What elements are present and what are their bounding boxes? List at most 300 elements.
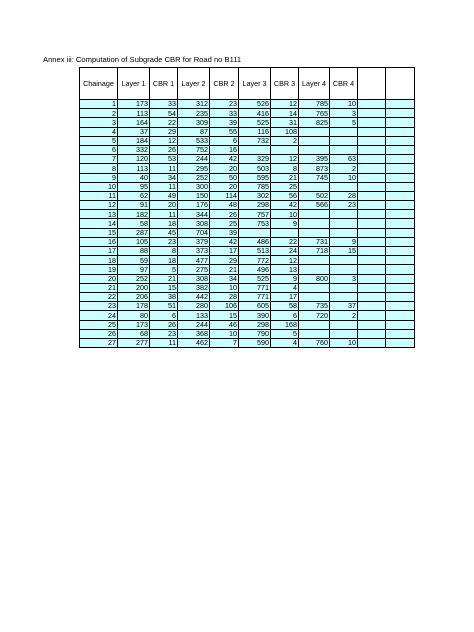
- table-cell: 760: [299, 338, 330, 347]
- table-cell: 10: [330, 338, 358, 347]
- table-cell: 18: [150, 219, 178, 228]
- table-cell: [386, 100, 415, 109]
- table-cell: [358, 210, 386, 219]
- table-row: [80, 145, 415, 154]
- table-cell: [358, 302, 386, 311]
- table-cell: 88: [118, 247, 150, 256]
- table-cell: [330, 283, 358, 292]
- table-cell: 54: [150, 109, 178, 118]
- table-cell: 33: [150, 100, 178, 109]
- table-cell: 379: [178, 237, 210, 246]
- table-cell: [330, 136, 358, 145]
- table-cell: [330, 228, 358, 237]
- table-row: [80, 265, 415, 274]
- table-cell: 51: [150, 302, 178, 311]
- table-row: [80, 302, 415, 311]
- table-cell: 10: [80, 182, 118, 191]
- table-cell: [271, 228, 299, 237]
- table-cell: [386, 338, 415, 347]
- table-cell: 7: [80, 155, 118, 164]
- table-cell: [386, 136, 415, 145]
- table-cell: [299, 292, 330, 301]
- table-cell: [271, 145, 299, 154]
- table-row: [80, 100, 415, 109]
- cbr-table: [79, 67, 415, 348]
- table-cell: [358, 201, 386, 210]
- table-cell: 5: [330, 118, 358, 127]
- table-cell: 382: [178, 283, 210, 292]
- table-cell: [330, 219, 358, 228]
- table-row: [80, 109, 415, 118]
- table-cell: 11: [150, 164, 178, 173]
- annex-title: Annex iii: Computation of Subgrade CBR for Road no B111: [43, 55, 242, 64]
- table-cell: 9: [80, 173, 118, 182]
- table-cell: 533: [178, 136, 210, 145]
- table-cell: 24: [80, 311, 118, 320]
- table-cell: 790: [239, 329, 271, 338]
- table-cell: 150: [178, 191, 210, 200]
- table-cell: 525: [239, 118, 271, 127]
- table-cell: 33: [210, 109, 239, 118]
- table-cell: 17: [80, 247, 118, 256]
- table-cell: 173: [118, 100, 150, 109]
- table-cell: 21: [80, 283, 118, 292]
- table-cell: 62: [118, 191, 150, 200]
- table-cell: 58: [118, 219, 150, 228]
- table-cell: 13: [271, 265, 299, 274]
- table-cell: 14: [80, 219, 118, 228]
- header-layer-1: Layer 1: [118, 68, 150, 100]
- table-cell: [358, 247, 386, 256]
- header-cbr-1: CBR 1: [150, 68, 178, 100]
- table-cell: 91: [118, 201, 150, 210]
- table-cell: [299, 182, 330, 191]
- table-cell: 23: [150, 237, 178, 246]
- table-cell: 182: [118, 210, 150, 219]
- table-cell: 1: [80, 100, 118, 109]
- table-cell: 10: [330, 100, 358, 109]
- table-cell: 5: [80, 136, 118, 145]
- table-cell: [299, 265, 330, 274]
- table-cell: 168: [271, 320, 299, 329]
- table-cell: 6: [150, 311, 178, 320]
- table-cell: 6: [80, 145, 118, 154]
- table-cell: 26: [150, 320, 178, 329]
- table-cell: [358, 100, 386, 109]
- table-cell: 25: [271, 182, 299, 191]
- table-cell: 765: [299, 109, 330, 118]
- table-cell: 29: [150, 127, 178, 136]
- table-cell: 605: [239, 302, 271, 311]
- table-cell: 37: [118, 127, 150, 136]
- table-cell: [386, 210, 415, 219]
- table-cell: 10: [271, 210, 299, 219]
- table-cell: 42: [271, 201, 299, 210]
- table-cell: [299, 127, 330, 136]
- table-cell: 11: [80, 191, 118, 200]
- table-cell: 373: [178, 247, 210, 256]
- table-cell: 735: [299, 302, 330, 311]
- table-cell: 566: [299, 201, 330, 210]
- table-cell: 3: [80, 118, 118, 127]
- table-cell: 298: [239, 320, 271, 329]
- table-cell: [386, 201, 415, 210]
- table-cell: [358, 109, 386, 118]
- table-cell: [330, 329, 358, 338]
- table-cell: [358, 136, 386, 145]
- table-cell: 295: [178, 164, 210, 173]
- header-blank-1: [358, 68, 386, 100]
- table-cell: 25: [210, 219, 239, 228]
- table-cell: [358, 155, 386, 164]
- table-cell: 15: [330, 247, 358, 256]
- table-cell: 68: [118, 329, 150, 338]
- table-cell: 277: [118, 338, 150, 347]
- table-cell: 17: [210, 247, 239, 256]
- table-row: [80, 173, 415, 182]
- table-cell: 525: [239, 274, 271, 283]
- table-cell: 11: [150, 182, 178, 191]
- table-row: [80, 182, 415, 191]
- table-cell: 80: [118, 311, 150, 320]
- table-row: [80, 256, 415, 265]
- table-cell: 21: [271, 173, 299, 182]
- table-cell: 12: [271, 100, 299, 109]
- table-cell: 22: [150, 118, 178, 127]
- table-cell: 308: [178, 219, 210, 228]
- table-cell: 26: [150, 145, 178, 154]
- table-cell: 25: [80, 320, 118, 329]
- table-cell: 8: [271, 164, 299, 173]
- table-cell: [386, 292, 415, 301]
- table-cell: 38: [150, 292, 178, 301]
- table-row: [80, 292, 415, 301]
- table-cell: 37: [330, 302, 358, 311]
- table-cell: 2: [330, 311, 358, 320]
- table-cell: [386, 127, 415, 136]
- table-cell: [386, 237, 415, 246]
- table-cell: 300: [178, 182, 210, 191]
- header-cbr-4: CBR 4: [330, 68, 358, 100]
- table-cell: 12: [271, 155, 299, 164]
- header-layer-2: Layer 2: [178, 68, 210, 100]
- table-cell: 20: [210, 164, 239, 173]
- table-cell: 526: [239, 100, 271, 109]
- table-cell: 590: [239, 338, 271, 347]
- table-cell: 513: [239, 247, 271, 256]
- table-cell: [358, 219, 386, 228]
- table-cell: 5: [150, 265, 178, 274]
- table-cell: 24: [271, 247, 299, 256]
- table-cell: [358, 265, 386, 274]
- table-cell: 16: [210, 145, 239, 154]
- table-cell: [299, 256, 330, 265]
- table-cell: 21: [150, 274, 178, 283]
- table-cell: 8: [150, 247, 178, 256]
- table-cell: [386, 182, 415, 191]
- table-cell: 825: [299, 118, 330, 127]
- table-cell: 120: [118, 155, 150, 164]
- table-row: [80, 329, 415, 338]
- table-cell: 4: [271, 283, 299, 292]
- table-cell: 55: [210, 127, 239, 136]
- table-cell: 731: [299, 237, 330, 246]
- table-cell: 8: [80, 164, 118, 173]
- table-cell: 19: [80, 265, 118, 274]
- table-cell: [358, 311, 386, 320]
- table-cell: [386, 320, 415, 329]
- table-cell: 3: [330, 274, 358, 283]
- table-row: [80, 320, 415, 329]
- table-row: [80, 237, 415, 246]
- table-cell: 275: [178, 265, 210, 274]
- table-cell: 595: [239, 173, 271, 182]
- table-row: [80, 127, 415, 136]
- table-cell: 28: [210, 292, 239, 301]
- table-row: [80, 210, 415, 219]
- table-cell: 23: [210, 100, 239, 109]
- table-cell: 23: [80, 302, 118, 311]
- table-cell: 800: [299, 274, 330, 283]
- table-cell: [299, 210, 330, 219]
- table-cell: [386, 191, 415, 200]
- table-cell: 46: [210, 320, 239, 329]
- table-cell: 486: [239, 237, 271, 246]
- table-cell: 309: [178, 118, 210, 127]
- table-cell: 114: [210, 191, 239, 200]
- table-cell: 176: [178, 201, 210, 210]
- table-cell: 22: [80, 292, 118, 301]
- table-cell: 87: [178, 127, 210, 136]
- table-cell: 9: [271, 219, 299, 228]
- header-chainage: Chainage: [80, 68, 118, 100]
- table-cell: 50: [210, 173, 239, 182]
- table-cell: 477: [178, 256, 210, 265]
- table-cell: 116: [239, 127, 271, 136]
- table-cell: [386, 274, 415, 283]
- table-cell: 63: [330, 155, 358, 164]
- table-cell: 133: [178, 311, 210, 320]
- table-cell: 56: [271, 191, 299, 200]
- table-cell: [386, 228, 415, 237]
- table-cell: 704: [178, 228, 210, 237]
- table-cell: 6: [210, 136, 239, 145]
- table-cell: 772: [239, 256, 271, 265]
- table-cell: 164: [118, 118, 150, 127]
- table-cell: 732: [239, 136, 271, 145]
- table-cell: 29: [210, 256, 239, 265]
- table-cell: 785: [239, 182, 271, 191]
- header-cbr-2: CBR 2: [210, 68, 239, 100]
- table-cell: 58: [271, 302, 299, 311]
- table-cell: [299, 283, 330, 292]
- table-cell: 329: [239, 155, 271, 164]
- table-cell: 113: [118, 164, 150, 173]
- table-cell: 503: [239, 164, 271, 173]
- table-cell: [299, 228, 330, 237]
- table-cell: 12: [271, 256, 299, 265]
- header-cbr-3: CBR 3: [271, 68, 299, 100]
- table-cell: [330, 127, 358, 136]
- table-cell: 302: [239, 191, 271, 200]
- table-cell: 39: [210, 228, 239, 237]
- table-cell: 252: [178, 173, 210, 182]
- table-body: [80, 100, 415, 348]
- table-cell: 34: [210, 274, 239, 283]
- table-cell: 53: [150, 155, 178, 164]
- table-cell: [358, 283, 386, 292]
- table-cell: 9: [330, 237, 358, 246]
- table-cell: 178: [118, 302, 150, 311]
- table-cell: [330, 210, 358, 219]
- table-cell: 18: [150, 256, 178, 265]
- table-cell: [239, 145, 271, 154]
- table-cell: 28: [330, 191, 358, 200]
- table-cell: 97: [118, 265, 150, 274]
- table-cell: [358, 320, 386, 329]
- table-cell: [299, 136, 330, 145]
- table-row: [80, 283, 415, 292]
- table-cell: [358, 182, 386, 191]
- table-row: [80, 219, 415, 228]
- table-cell: [386, 145, 415, 154]
- table-cell: 16: [80, 237, 118, 246]
- table-cell: 416: [239, 109, 271, 118]
- table-cell: [386, 311, 415, 320]
- table-cell: 23: [150, 329, 178, 338]
- table-cell: 173: [118, 320, 150, 329]
- table-row: [80, 274, 415, 283]
- table-cell: 20: [210, 182, 239, 191]
- table-cell: 4: [80, 127, 118, 136]
- header-blank-2: [386, 68, 415, 100]
- table-cell: 13: [80, 210, 118, 219]
- table-cell: [386, 302, 415, 311]
- table-cell: 200: [118, 283, 150, 292]
- table-row: [80, 338, 415, 347]
- table-cell: 206: [118, 292, 150, 301]
- table-cell: 308: [178, 274, 210, 283]
- table-cell: 39: [210, 118, 239, 127]
- table-cell: 2: [80, 109, 118, 118]
- table-cell: 10: [330, 173, 358, 182]
- table-cell: 21: [210, 265, 239, 274]
- table-cell: 42: [210, 155, 239, 164]
- table-cell: 31: [271, 118, 299, 127]
- table-cell: 12: [80, 201, 118, 210]
- table-cell: 496: [239, 265, 271, 274]
- table-cell: 753: [239, 219, 271, 228]
- table-cell: [330, 320, 358, 329]
- table-cell: [358, 145, 386, 154]
- table-cell: 59: [118, 256, 150, 265]
- table-cell: [358, 118, 386, 127]
- table-cell: 395: [299, 155, 330, 164]
- table-cell: 771: [239, 292, 271, 301]
- table-cell: 7: [210, 338, 239, 347]
- table-cell: 15: [80, 228, 118, 237]
- table-cell: 332: [118, 145, 150, 154]
- table-cell: 4: [271, 338, 299, 347]
- table-cell: 105: [118, 237, 150, 246]
- table-cell: 10: [210, 329, 239, 338]
- table-cell: 280: [178, 302, 210, 311]
- table-cell: 298: [239, 201, 271, 210]
- table-cell: [386, 256, 415, 265]
- table-row: [80, 247, 415, 256]
- table-cell: 106: [210, 302, 239, 311]
- table-cell: 14: [271, 109, 299, 118]
- table-cell: 5: [271, 329, 299, 338]
- table-cell: 23: [330, 201, 358, 210]
- table-cell: 745: [299, 173, 330, 182]
- table-cell: 12: [150, 136, 178, 145]
- table-cell: 771: [239, 283, 271, 292]
- table-cell: [330, 256, 358, 265]
- table-cell: [358, 164, 386, 173]
- table-cell: 48: [210, 201, 239, 210]
- table-cell: [299, 329, 330, 338]
- table-cell: [386, 155, 415, 164]
- table-cell: [330, 265, 358, 274]
- table-cell: 752: [178, 145, 210, 154]
- table-cell: [386, 173, 415, 182]
- table-cell: [386, 118, 415, 127]
- table-cell: 27: [80, 338, 118, 347]
- table-cell: 3: [330, 109, 358, 118]
- header-layer-4: Layer 4: [299, 68, 330, 100]
- table-cell: [358, 274, 386, 283]
- table-cell: [358, 228, 386, 237]
- table-cell: 252: [118, 274, 150, 283]
- table-cell: 42: [210, 237, 239, 246]
- table-cell: [299, 320, 330, 329]
- table-cell: 312: [178, 100, 210, 109]
- table-cell: 18: [80, 256, 118, 265]
- table-header-row: [80, 68, 415, 100]
- table-cell: 244: [178, 320, 210, 329]
- table-cell: 26: [210, 210, 239, 219]
- header-layer-3: Layer 3: [239, 68, 271, 100]
- table-cell: 2: [330, 164, 358, 173]
- table-cell: 95: [118, 182, 150, 191]
- table-cell: 718: [299, 247, 330, 256]
- table-cell: 873: [299, 164, 330, 173]
- table-cell: 502: [299, 191, 330, 200]
- table-cell: 15: [150, 283, 178, 292]
- table-cell: 244: [178, 155, 210, 164]
- table-cell: [299, 219, 330, 228]
- table-cell: 10: [210, 283, 239, 292]
- table-cell: 785: [299, 100, 330, 109]
- table-cell: 235: [178, 109, 210, 118]
- table-row: [80, 118, 415, 127]
- table-row: [80, 228, 415, 237]
- table-cell: 368: [178, 329, 210, 338]
- table-cell: [358, 173, 386, 182]
- table-cell: 184: [118, 136, 150, 145]
- table-cell: [386, 247, 415, 256]
- table-cell: 113: [118, 109, 150, 118]
- table-cell: [330, 292, 358, 301]
- table-cell: 108: [271, 127, 299, 136]
- table-cell: [330, 145, 358, 154]
- table-cell: 462: [178, 338, 210, 347]
- table-cell: [386, 219, 415, 228]
- table-row: [80, 155, 415, 164]
- table-cell: [358, 191, 386, 200]
- table-cell: 34: [150, 173, 178, 182]
